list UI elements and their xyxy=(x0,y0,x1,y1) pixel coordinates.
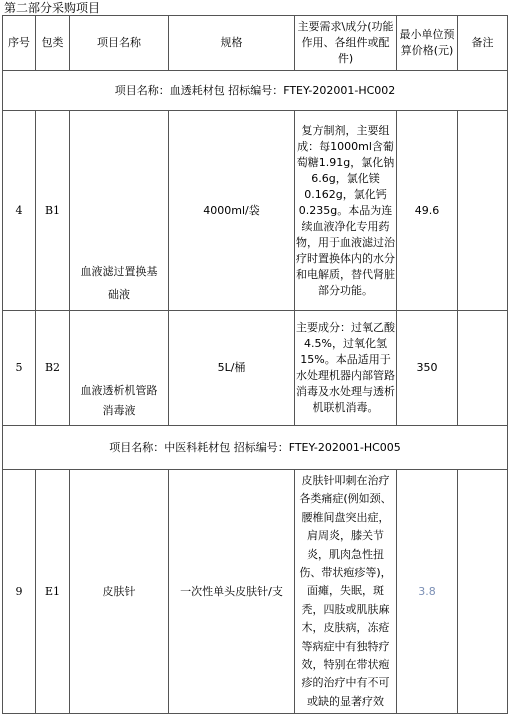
group-row xyxy=(3,426,508,470)
row-note xyxy=(458,470,508,714)
row-item-name: 血液滤过置换基础液 xyxy=(70,111,169,311)
header-name: 项目名称 xyxy=(70,16,169,71)
row-item-name: 皮肤针 xyxy=(70,470,169,714)
group-label-hemodialysis: 项目名称：血透耗材包 招标编号：FTEY-202001-HC002 xyxy=(3,71,508,111)
header-row xyxy=(3,16,508,71)
procurement-table xyxy=(2,15,508,714)
row-price: 350 xyxy=(397,311,458,426)
table-row xyxy=(3,311,508,426)
section-title: 第二部分采购项目 xyxy=(4,1,101,15)
group-row xyxy=(3,71,508,111)
row-pkg: B2 xyxy=(36,311,70,426)
header-price: 最小单位预算价格(元) xyxy=(397,16,458,71)
row-note xyxy=(458,111,508,311)
row-requirement: 复方制剂，主要组成：每1000ml含葡萄糖1.91g，氯化钠6.6g，氯化镁0.162g，氯化钙0.235g。本品为连续血液净化专用药物，用于血液滤过治疗时置换体内的水分和电解质，替代肾脏部分功能。 xyxy=(295,111,397,311)
row-spec: 4000ml/袋 xyxy=(169,111,295,311)
row-requirement: 皮肤针叩刺在治疗各类痛症(例如颈、腰椎间盘突出症，肩周炎，膝关节炎，肌肉急性扭伤、带状疱疹等)，面瘫，失眠，斑秃，四肢或肌肤麻木，皮肤病，冻疮等病症中有独特疗效，特别在带状疱疹的治疗中有不可或缺的显著疗效 xyxy=(295,470,397,714)
row-pkg: B1 xyxy=(36,111,70,311)
row-item-name: 血液透析机管路消毒液 xyxy=(70,311,169,426)
row-requirement: 主要成分：过氧乙酸4.5%，过氧化氢15%。本品适用于水处理机器内部管路消毒及水处理与透析机联机消毒。 xyxy=(295,311,397,426)
table-row xyxy=(3,111,508,311)
header-spec: 规格 xyxy=(169,16,295,71)
row-note xyxy=(458,311,508,426)
row-price: 3.8 xyxy=(397,470,458,714)
row-spec: 5L/桶 xyxy=(169,311,295,426)
header-pkg: 包类 xyxy=(36,16,70,71)
row-price: 49.6 xyxy=(397,111,458,311)
header-seq: 序号 xyxy=(3,16,36,71)
row-seq: 5 xyxy=(3,311,36,426)
row-pkg: E1 xyxy=(36,470,70,714)
header-req: 主要需求\成分(功能作用、各组件或配件) xyxy=(295,16,397,71)
header-note: 备注 xyxy=(458,16,508,71)
row-spec: 一次性单头皮肤针/支 xyxy=(169,470,295,714)
group-label-tcm: 项目名称：中医科耗材包 招标编号：FTEY-202001-HC005 xyxy=(3,426,508,470)
row-seq: 4 xyxy=(3,111,36,311)
row-seq: 9 xyxy=(3,470,36,714)
table-row xyxy=(3,470,508,714)
